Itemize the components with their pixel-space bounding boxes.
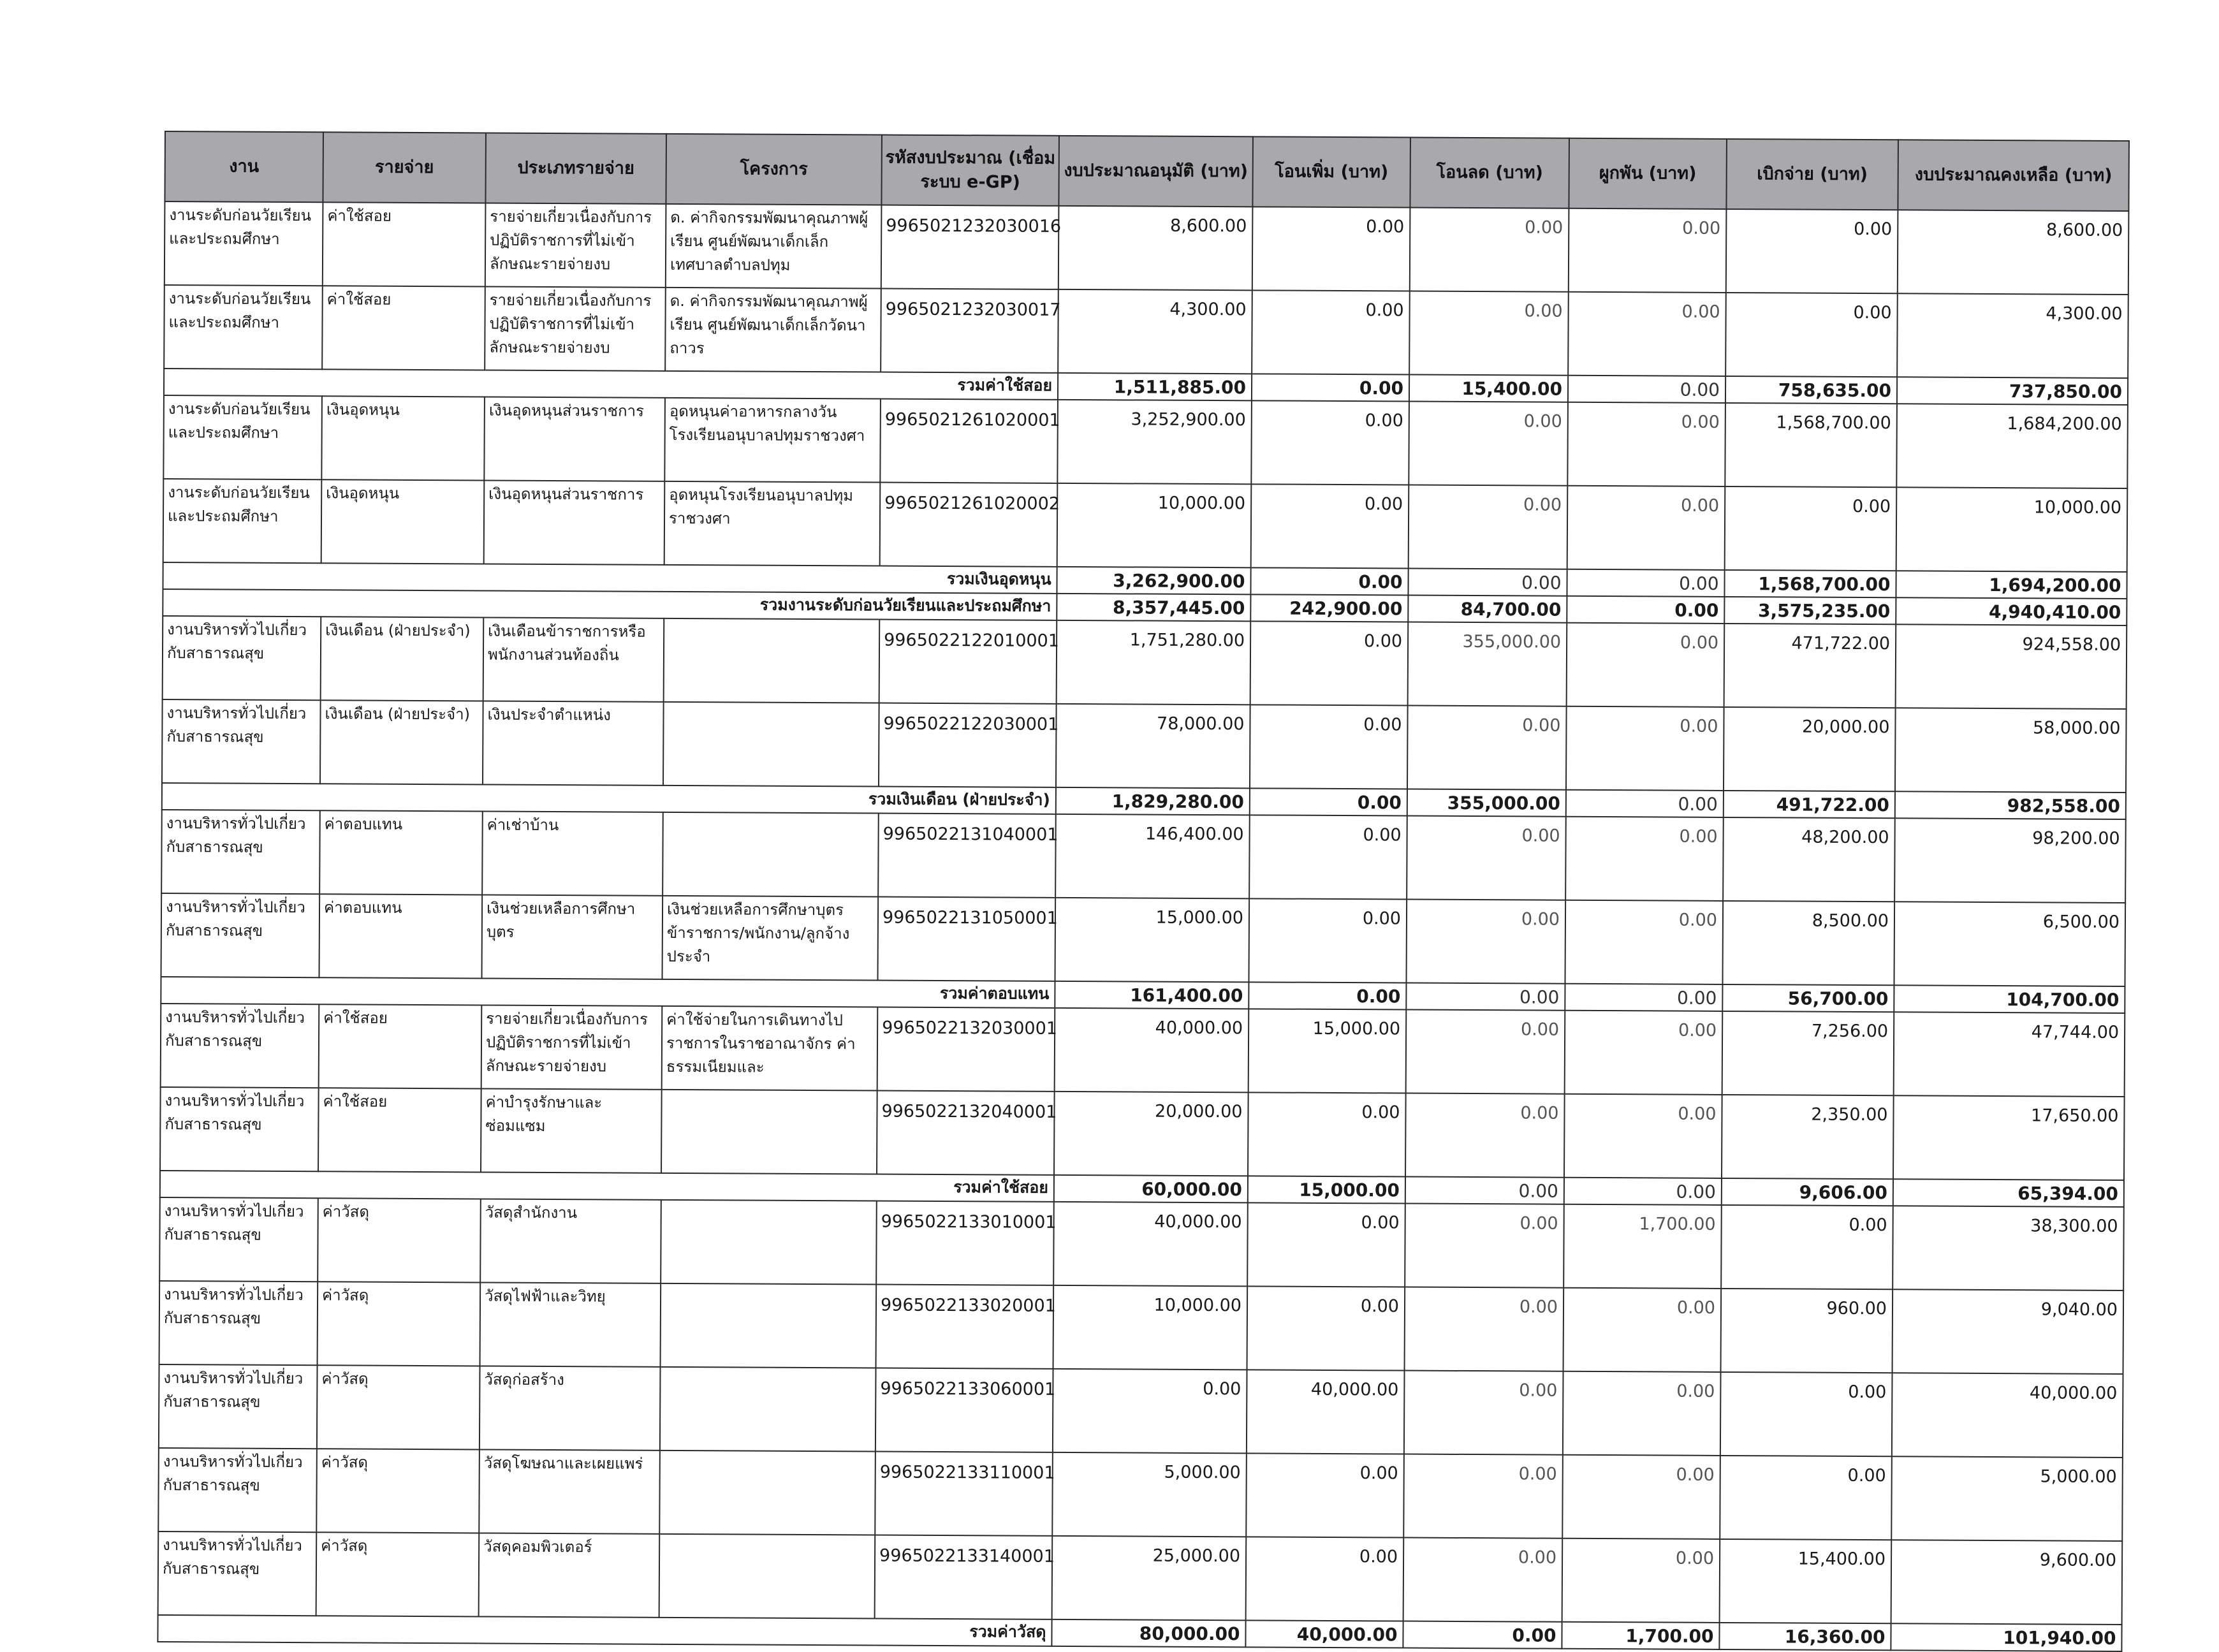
expense-cell: เงินอุดหนุน bbox=[321, 396, 485, 480]
remaining-cell: 17,650.00 bbox=[1893, 1095, 2125, 1180]
header-category: ประเภทรายจ่าย bbox=[485, 133, 666, 203]
approved-total: 80,000.00 bbox=[1051, 1619, 1245, 1647]
project-cell bbox=[661, 1200, 877, 1285]
header-add: โอนเพิ่ม (บาท) bbox=[1252, 136, 1410, 207]
approved-cell: 40,000.00 bbox=[1055, 1008, 1249, 1092]
table-row bbox=[159, 1197, 2124, 1290]
expense-cell: ค่าวัสดุ bbox=[317, 1365, 480, 1449]
approved-total: 1,511,885.00 bbox=[1058, 373, 1252, 400]
add-total: 15,000.00 bbox=[1248, 1176, 1405, 1203]
committed-cell: 0.00 bbox=[1569, 208, 1727, 293]
committed-cell: 0.00 bbox=[1564, 1288, 1722, 1372]
project-cell: ด. ค่ากิจกรรมพัฒนาคุณภาพผู้เรียน ศูนย์พัฒนาเด็กเล็กเทศบาลตำบลปทุม bbox=[666, 204, 882, 289]
task-cell: งานบริหารทั่วไปเกี่ยวกับสาธารณสุข bbox=[161, 810, 320, 894]
budget-code-cell: 9965021261020001 bbox=[880, 398, 1058, 483]
category-cell: เงินอุดหนุนส่วนราชการ bbox=[484, 397, 665, 481]
approved-total: 3,262,900.00 bbox=[1057, 567, 1250, 594]
remaining-total: 101,940.00 bbox=[1891, 1623, 2121, 1651]
subtotal-label: รวมค่าใช้สอย bbox=[160, 1171, 1054, 1202]
category-cell: วัสดุไฟฟ้าและวิทยุ bbox=[480, 1282, 661, 1366]
task-cell: งานบริหารทั่วไปเกี่ยวกับสาธารณสุข bbox=[163, 616, 321, 700]
subtotal-label: รวมงานระดับก่อนวัยเรียนและประถมศึกษา bbox=[163, 589, 1057, 620]
reduce-total: 0.00 bbox=[1403, 1621, 1562, 1649]
disbursed-total: 491,722.00 bbox=[1724, 791, 1895, 818]
add-cell: 0.00 bbox=[1249, 898, 1407, 983]
reduce-total: 0.00 bbox=[1405, 1177, 1564, 1204]
remaining-total: 1,694,200.00 bbox=[1896, 571, 2127, 599]
disbursed-total: 56,700.00 bbox=[1722, 984, 1894, 1012]
remaining-cell: 98,200.00 bbox=[1894, 818, 2126, 903]
reduce-cell: 0.00 bbox=[1409, 291, 1569, 376]
remaining-cell: 38,300.00 bbox=[1893, 1206, 2124, 1290]
project-cell bbox=[659, 1534, 875, 1619]
budget-code-cell: 9965021232030017 bbox=[881, 288, 1058, 372]
remaining-cell: 5,000.00 bbox=[1891, 1456, 2123, 1541]
project-cell: อุดหนุนค่าอาหารกลางวันโรงเรียนอนุบาลปทุมราชวงศา bbox=[664, 398, 881, 483]
header-expense: รายจ่าย bbox=[323, 132, 486, 203]
category-cell: เงินเดือนข้าราชการหรือพนักงานส่วนท้องถิ่น bbox=[483, 617, 664, 701]
add-cell: 0.00 bbox=[1247, 1202, 1405, 1287]
category-cell: วัสดุโฆษณาและเผยแพร่ bbox=[479, 1449, 660, 1533]
approved-cell: 3,252,900.00 bbox=[1057, 400, 1252, 484]
reduce-cell: 0.00 bbox=[1405, 1093, 1565, 1178]
project-cell: เงินช่วยเหลือการศึกษาบุตรข้าราชการ/พนักงาน/ลูกจ้างประจำ bbox=[663, 896, 879, 981]
table-body bbox=[157, 201, 2128, 1651]
subtotal-label: รวมค่าวัสดุ bbox=[157, 1615, 1051, 1646]
remaining-total: 4,940,410.00 bbox=[1896, 597, 2127, 625]
approved-total: 161,400.00 bbox=[1055, 981, 1249, 1009]
disbursed-cell: 0.00 bbox=[1726, 209, 1898, 293]
approved-cell: 40,000.00 bbox=[1053, 1202, 1248, 1286]
disbursed-total: 16,360.00 bbox=[1719, 1623, 1891, 1650]
reduce-cell: 0.00 bbox=[1409, 485, 1568, 569]
committed-total: 0.00 bbox=[1567, 569, 1724, 597]
expense-cell: เงินเดือน (ฝ่ายประจำ) bbox=[321, 617, 484, 701]
committed-cell: 0.00 bbox=[1563, 1371, 1721, 1456]
remaining-cell: 47,744.00 bbox=[1894, 1012, 2125, 1097]
task-cell: งานบริหารทั่วไปเกี่ยวกับสาธารณสุข bbox=[158, 1448, 317, 1532]
committed-total: 0.00 bbox=[1568, 376, 1725, 403]
reduce-cell: 0.00 bbox=[1410, 208, 1569, 292]
table-row bbox=[158, 1531, 2123, 1625]
project-cell bbox=[663, 702, 879, 787]
remaining-cell: 1,684,200.00 bbox=[1896, 404, 2128, 488]
category-cell: รายจ่ายเกี่ยวเนื่องกับการปฏิบัติราชการที่ไม่เข้าลักษณะรายจ่ายงบ bbox=[481, 1005, 663, 1089]
header-disbursed: เบิกจ่าย (บาท) bbox=[1726, 139, 1898, 210]
task-cell: งานบริหารทั่วไปเกี่ยวกับสาธารณสุข bbox=[159, 1281, 318, 1365]
project-cell bbox=[664, 618, 880, 703]
expense-cell: เงินอุดหนุน bbox=[321, 479, 485, 564]
table-row bbox=[165, 201, 2129, 295]
committed-cell: 0.00 bbox=[1565, 817, 1724, 901]
remaining-cell: 4,300.00 bbox=[1897, 293, 2128, 378]
task-cell: งานระดับก่อนวัยเรียนและประถมศึกษา bbox=[163, 479, 322, 563]
table-row bbox=[163, 395, 2128, 488]
add-cell: 0.00 bbox=[1250, 621, 1409, 705]
category-cell: เงินประจำตำแหน่ง bbox=[483, 701, 664, 785]
subtotal-label: รวมค่าใช้สอย bbox=[164, 369, 1058, 400]
expense-cell: ค่าวัสดุ bbox=[316, 1449, 480, 1533]
reduce-cell: 0.00 bbox=[1406, 900, 1565, 984]
committed-cell: 0.00 bbox=[1562, 1455, 1720, 1539]
budget-code-cell: 9965022132040001 bbox=[877, 1090, 1055, 1174]
budget-code-cell: 9965022133110001 bbox=[875, 1451, 1053, 1535]
expense-cell: ค่าตอบแทน bbox=[319, 894, 483, 978]
add-cell: 0.00 bbox=[1246, 1453, 1404, 1537]
disbursed-cell: 8,500.00 bbox=[1722, 901, 1894, 985]
add-cell: 0.00 bbox=[1249, 815, 1407, 899]
remaining-cell: 924,558.00 bbox=[1896, 624, 2127, 709]
reduce-cell: 355,000.00 bbox=[1408, 622, 1567, 706]
expense-cell: ค่าวัสดุ bbox=[318, 1198, 481, 1282]
approved-cell: 25,000.00 bbox=[1052, 1536, 1247, 1620]
disbursed-cell: 471,722.00 bbox=[1724, 624, 1896, 708]
disbursed-total: 3,575,235.00 bbox=[1724, 597, 1896, 624]
add-cell: 0.00 bbox=[1246, 1537, 1404, 1621]
reduce-cell: 0.00 bbox=[1403, 1454, 1563, 1539]
expense-cell: ค่าวัสดุ bbox=[318, 1282, 481, 1366]
add-cell: 15,000.00 bbox=[1249, 1009, 1407, 1093]
approved-cell: 5,000.00 bbox=[1052, 1452, 1247, 1537]
remaining-cell: 40,000.00 bbox=[1892, 1373, 2123, 1458]
remaining-total: 104,700.00 bbox=[1894, 985, 2125, 1013]
remaining-cell: 10,000.00 bbox=[1896, 487, 2128, 572]
committed-cell: 1,700.00 bbox=[1564, 1204, 1722, 1289]
remaining-cell: 9,600.00 bbox=[1891, 1540, 2123, 1625]
category-cell: ค่าบำรุงรักษาและซ่อมแซม bbox=[481, 1088, 662, 1173]
budget-code-cell: 9965022131040001 bbox=[878, 813, 1056, 897]
disbursed-total: 9,606.00 bbox=[1722, 1178, 1893, 1206]
header-committed: ผูกพัน (บาท) bbox=[1569, 138, 1727, 209]
header-project: โครงการ bbox=[666, 134, 882, 205]
committed-cell: 0.00 bbox=[1567, 623, 1725, 707]
task-cell: งานระดับก่อนวัยเรียนและประถมศึกษา bbox=[165, 201, 323, 286]
add-total: 0.00 bbox=[1252, 374, 1409, 401]
table-row bbox=[159, 1281, 2124, 1374]
disbursed-cell: 0.00 bbox=[1720, 1372, 1893, 1456]
disbursed-cell: 0.00 bbox=[1725, 293, 1898, 377]
disbursed-cell: 960.00 bbox=[1721, 1289, 1893, 1373]
budget-code-cell: 9965022133010001 bbox=[876, 1201, 1054, 1285]
committed-cell: 0.00 bbox=[1565, 900, 1723, 984]
remaining-cell: 9,040.00 bbox=[1893, 1289, 2124, 1374]
approved-cell: 20,000.00 bbox=[1054, 1092, 1249, 1176]
table-row bbox=[161, 810, 2126, 903]
budget-table bbox=[157, 131, 2130, 1652]
reduce-cell: 0.00 bbox=[1406, 1010, 1565, 1094]
budget-report-sheet bbox=[157, 131, 2128, 1652]
task-cell: งานบริหารทั่วไปเกี่ยวกับสาธารณสุข bbox=[161, 893, 320, 977]
task-cell: งานบริหารทั่วไปเกี่ยวกับสาธารณสุข bbox=[159, 1197, 318, 1282]
reduce-cell: 0.00 bbox=[1409, 402, 1568, 486]
header-code: รหัสงบประมาณ (เชื่อมระบบ e-GP) bbox=[881, 135, 1059, 205]
expense-cell: ค่าใช้สอย bbox=[318, 1088, 481, 1172]
committed-total: 1,700.00 bbox=[1562, 1622, 1719, 1649]
project-cell bbox=[659, 1451, 875, 1535]
reduce-cell: 0.00 bbox=[1405, 1204, 1564, 1288]
disbursed-cell: 20,000.00 bbox=[1724, 707, 1896, 791]
disbursed-cell: 0.00 bbox=[1725, 486, 1897, 571]
approved-cell: 15,000.00 bbox=[1055, 898, 1249, 982]
task-cell: งานบริหารทั่วไปเกี่ยวกับสาธารณสุข bbox=[159, 1364, 318, 1449]
committed-total: 0.00 bbox=[1564, 1178, 1722, 1205]
expense-cell: เงินเดือน (ฝ่ายประจำ) bbox=[320, 700, 483, 784]
add-total: 242,900.00 bbox=[1250, 594, 1408, 622]
reduce-total: 0.00 bbox=[1406, 983, 1565, 1011]
project-cell: ด. ค่ากิจกรรมพัฒนาคุณภาพผู้เรียน ศูนย์พัฒนาเด็กเล็กวัดนาถาวร bbox=[665, 288, 881, 372]
reduce-cell: 0.00 bbox=[1403, 1538, 1563, 1622]
expense-cell: ค่าวัสดุ bbox=[316, 1532, 480, 1616]
task-cell: งานบริหารทั่วไปเกี่ยวกับสาธารณสุข bbox=[162, 699, 321, 784]
expense-cell: ค่าตอบแทน bbox=[319, 810, 483, 895]
disbursed-cell: 0.00 bbox=[1720, 1456, 1892, 1540]
committed-cell: 0.00 bbox=[1565, 1011, 1723, 1095]
category-cell: วัสดุคอมพิวเตอร์ bbox=[479, 1533, 660, 1617]
header-task: งาน bbox=[165, 131, 323, 202]
budget-code-cell: 9965022131050001 bbox=[878, 896, 1056, 981]
committed-cell: 0.00 bbox=[1562, 1539, 1720, 1623]
disbursed-cell: 48,200.00 bbox=[1723, 817, 1895, 902]
table-row bbox=[163, 479, 2128, 572]
budget-code-cell: 9965021232030016 bbox=[881, 205, 1059, 289]
disbursed-cell: 15,400.00 bbox=[1720, 1539, 1892, 1623]
remaining-total: 737,850.00 bbox=[1897, 377, 2128, 405]
budget-code-cell: 9965022122010001 bbox=[879, 619, 1057, 703]
reduce-cell: 0.00 bbox=[1407, 816, 1566, 900]
remaining-total: 65,394.00 bbox=[1893, 1179, 2124, 1207]
approved-cell: 10,000.00 bbox=[1057, 483, 1252, 567]
category-cell: เงินช่วยเหลือการศึกษาบุตร bbox=[482, 895, 663, 979]
disbursed-total: 758,635.00 bbox=[1725, 376, 1897, 404]
table-row bbox=[158, 1448, 2123, 1541]
category-cell: เงินอุดหนุนส่วนราชการ bbox=[484, 480, 665, 564]
category-cell: วัสดุสำนักงาน bbox=[480, 1199, 661, 1283]
approved-total: 8,357,445.00 bbox=[1057, 594, 1250, 621]
add-cell: 40,000.00 bbox=[1247, 1370, 1405, 1454]
subtotal-label: รวมค่าตอบแทน bbox=[161, 977, 1055, 1008]
disbursed-total: 1,568,700.00 bbox=[1724, 570, 1896, 597]
approved-cell: 10,000.00 bbox=[1053, 1285, 1248, 1370]
remaining-cell: 58,000.00 bbox=[1895, 708, 2127, 793]
task-cell: งานบริหารทั่วไปเกี่ยวกับสาธารณสุข bbox=[161, 1004, 319, 1088]
task-cell: งานระดับก่อนวัยเรียนและประถมศึกษา bbox=[163, 395, 322, 479]
table-row bbox=[161, 893, 2126, 986]
add-total: 40,000.00 bbox=[1245, 1620, 1403, 1648]
remaining-cell: 8,600.00 bbox=[1898, 210, 2129, 295]
project-cell bbox=[661, 1283, 877, 1368]
disbursed-cell: 1,568,700.00 bbox=[1725, 403, 1897, 487]
header-approved: งบประมาณอนุมัติ (บาท) bbox=[1058, 136, 1253, 207]
table-row bbox=[164, 285, 2128, 378]
header-reduce: โอนลด (บาท) bbox=[1410, 138, 1569, 208]
expense-cell: ค่าใช้สอย bbox=[319, 1004, 482, 1088]
approved-cell: 1,751,280.00 bbox=[1057, 620, 1251, 705]
add-cell: 0.00 bbox=[1248, 1092, 1406, 1176]
reduce-total: 0.00 bbox=[1408, 569, 1567, 596]
category-cell: ค่าเช่าบ้าน bbox=[482, 811, 663, 895]
reduce-total: 84,700.00 bbox=[1408, 596, 1567, 623]
committed-cell: 0.00 bbox=[1567, 486, 1725, 570]
budget-code-cell: 9965022122030001 bbox=[879, 703, 1057, 787]
committed-cell: 0.00 bbox=[1566, 706, 1724, 791]
reduce-cell: 0.00 bbox=[1404, 1371, 1564, 1455]
remaining-cell: 6,500.00 bbox=[1894, 902, 2125, 986]
project-cell: ค่าใช้จ่ายในการเดินทางไปราชการในราชอาณาจักร ค่าธรรมเนียมและ bbox=[662, 1006, 878, 1091]
add-total: 0.00 bbox=[1250, 788, 1407, 815]
committed-total: 0.00 bbox=[1565, 984, 1722, 1011]
approved-cell: 0.00 bbox=[1053, 1369, 1247, 1453]
approved-cell: 8,600.00 bbox=[1058, 206, 1253, 290]
add-cell: 0.00 bbox=[1250, 705, 1408, 789]
committed-total: 0.00 bbox=[1566, 790, 1724, 817]
committed-cell: 0.00 bbox=[1564, 1094, 1722, 1178]
add-cell: 0.00 bbox=[1251, 400, 1409, 485]
budget-code-cell: 9965022133020001 bbox=[876, 1284, 1054, 1368]
add-cell: 0.00 bbox=[1247, 1286, 1405, 1370]
budget-code-cell: 9965022132030001 bbox=[877, 1007, 1055, 1091]
category-cell: รายจ่ายเกี่ยวเนื่องกับการปฏิบัติราชการที่ไม่เข้าลักษณะรายจ่ายงบ bbox=[485, 203, 666, 287]
project-cell bbox=[663, 812, 879, 897]
category-cell: วัสดุก่อสร้าง bbox=[480, 1366, 661, 1450]
add-cell: 0.00 bbox=[1252, 207, 1410, 291]
reduce-total: 355,000.00 bbox=[1407, 789, 1566, 817]
task-cell: งานบริหารทั่วไปเกี่ยวกับสาธารณสุข bbox=[158, 1531, 317, 1616]
disbursed-cell: 2,350.00 bbox=[1722, 1095, 1894, 1179]
expense-cell: ค่าใช้สอย bbox=[322, 286, 485, 370]
project-cell bbox=[660, 1367, 876, 1452]
header-remaining: งบประมาณคงเหลือ (บาท) bbox=[1898, 140, 2129, 211]
remaining-total: 982,558.00 bbox=[1895, 791, 2126, 819]
committed-cell: 0.00 bbox=[1567, 402, 1725, 486]
table-row bbox=[160, 1087, 2125, 1180]
project-cell: อุดหนุนโรงเรียนอนุบาลปทุมราชวงศา bbox=[664, 481, 881, 566]
disbursed-cell: 7,256.00 bbox=[1722, 1011, 1894, 1095]
reduce-cell: 0.00 bbox=[1405, 1287, 1564, 1371]
committed-cell: 0.00 bbox=[1568, 292, 1726, 376]
task-cell: งานระดับก่อนวัยเรียนและประถมศึกษา bbox=[164, 285, 323, 369]
table-row bbox=[163, 616, 2127, 709]
subtotal-label: รวมเงินอุดหนุน bbox=[163, 562, 1057, 594]
add-cell: 0.00 bbox=[1252, 290, 1410, 374]
project-cell bbox=[661, 1090, 877, 1174]
committed-total: 0.00 bbox=[1567, 596, 1724, 624]
table-row bbox=[162, 699, 2127, 793]
task-cell: งานบริหารทั่วไปเกี่ยวกับสาธารณสุข bbox=[160, 1087, 319, 1171]
add-total: 0.00 bbox=[1249, 982, 1406, 1009]
disbursed-cell: 0.00 bbox=[1721, 1205, 1893, 1289]
subtotal-label: รวมเงินเดือน (ฝ่ายประจำ) bbox=[162, 783, 1056, 814]
approved-cell: 78,000.00 bbox=[1056, 704, 1250, 788]
header-row bbox=[165, 131, 2129, 211]
add-total: 0.00 bbox=[1250, 567, 1408, 595]
table-row bbox=[161, 1004, 2125, 1097]
approved-cell: 146,400.00 bbox=[1055, 814, 1250, 898]
reduce-total: 15,400.00 bbox=[1409, 375, 1568, 402]
budget-code-cell: 9965021261020002 bbox=[880, 482, 1058, 566]
reduce-cell: 0.00 bbox=[1407, 706, 1567, 790]
approved-cell: 4,300.00 bbox=[1058, 289, 1252, 374]
table-row bbox=[159, 1364, 2123, 1458]
expense-cell: ค่าใช้สอย bbox=[323, 202, 486, 286]
approved-total: 1,829,280.00 bbox=[1056, 787, 1250, 815]
category-cell: รายจ่ายเกี่ยวเนื่องกับการปฏิบัติราชการที่ไม่เข้าลักษณะรายจ่ายงบ bbox=[485, 286, 666, 370]
add-cell: 0.00 bbox=[1251, 484, 1409, 568]
budget-code-cell: 9965022133060001 bbox=[875, 1368, 1053, 1452]
budget-code-cell: 9965022133140001 bbox=[875, 1535, 1053, 1619]
approved-total: 60,000.00 bbox=[1054, 1175, 1248, 1202]
